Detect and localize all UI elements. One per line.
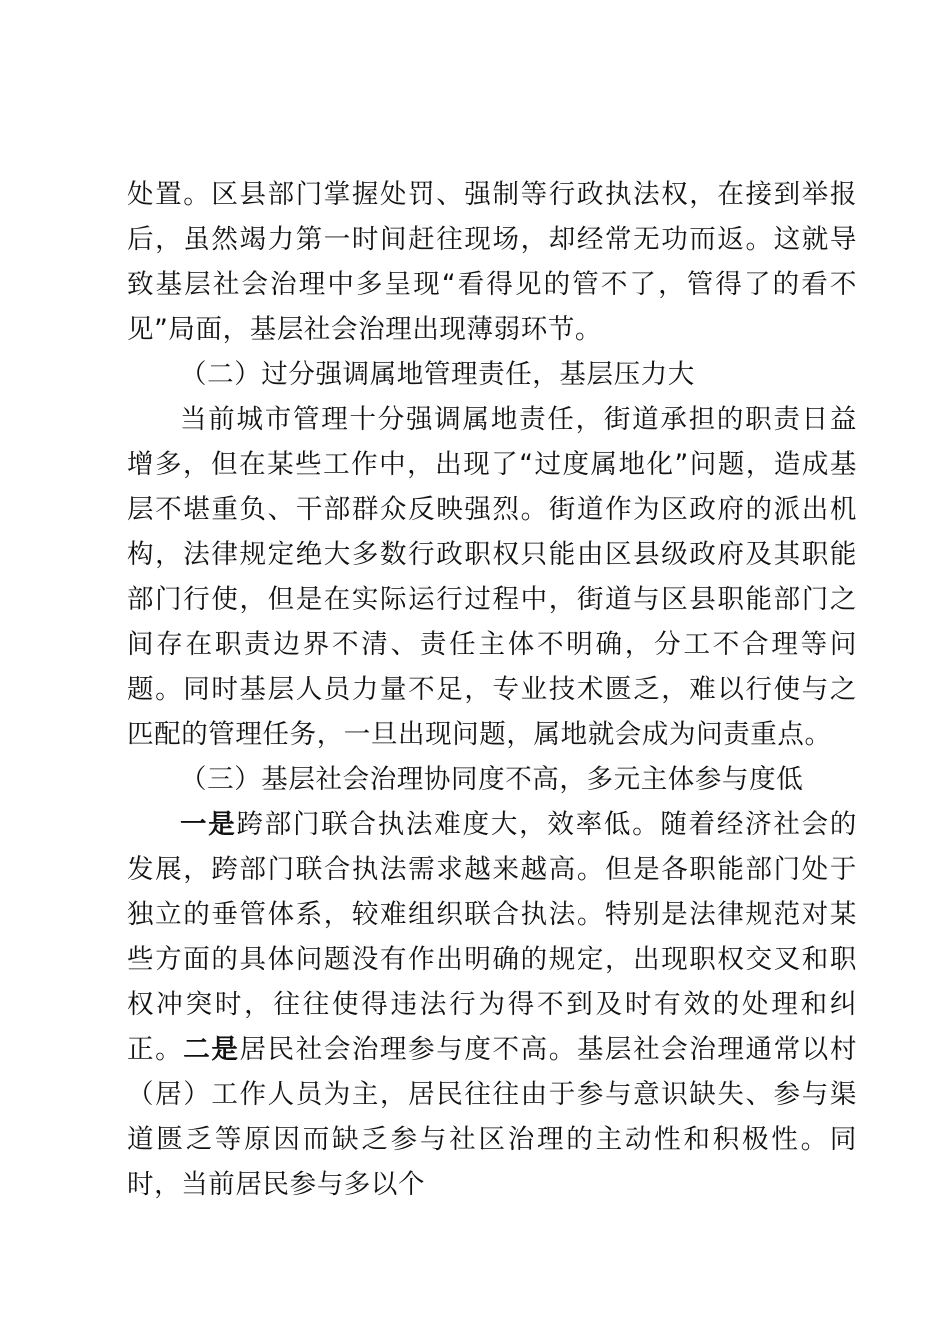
section-heading-2: （二）过分强调属地管理责任，基层压力大 xyxy=(180,359,695,390)
paragraph-text-first: 跨部门联合执法难度大，效率低。随着经济社会的发展，跨部门联合执法需求越来越高。但是各职能部门处于独立的垂管体系，较难组织联合执法。特别是法律规范对某些方面的具体问题没有作出明确的规定，出现职权交叉和职权冲突时，往往使得违法行为得不到及时有效的处理和纠正。 xyxy=(127,809,857,1065)
paragraph-section-2: 当前城市管理十分强调属地责任，街道承担的职责日益增多，但在某些工作中，出现了“过度属地化”问题，造成基层不堪重负、干部群众反映强烈。街道作为区政府的派出机构，法律规定绝大多数行政职权只能由区县级政府及其职能部门行使，但是在实际运行过程中，街道与区县职能部门之间存在职责边界不清、责任主体不明确，分工不合理等问题。同时基层人员力量不足，专业技术匮乏，难以行使与之匹配的管理任务，一旦出现问题，属地就会成为问责重点。 xyxy=(127,404,857,750)
paragraph-text-second: 居民社会治理参与度不高。基层社会治理通常以村（居）工作人员为主，居民往往由于参与意识缺失、参与渠道匮乏等原因而缺乏参与社区治理的主动性和积极性。同时，当前居民参与多以个 xyxy=(127,1034,857,1200)
paragraph-section-3 xyxy=(127,802,857,1207)
paragraph-continuation: 处置。区县部门掌握处罚、强制等行政执法权，在接到举报后，虽然竭力第一时间赶往现场，却经常无功而返。这就导致基层社会治理中多呈现“看得见的管不了，管得了的看不见”局面，基层社会治理出现薄弱环节。 xyxy=(127,179,857,345)
document-body xyxy=(127,172,857,1207)
bold-marker-second: 二是 xyxy=(183,1034,240,1065)
section-heading-3: （三）基层社会治理协同度不高，多元主体参与度低 xyxy=(180,764,804,795)
bold-marker-first: 一是 xyxy=(180,809,237,840)
